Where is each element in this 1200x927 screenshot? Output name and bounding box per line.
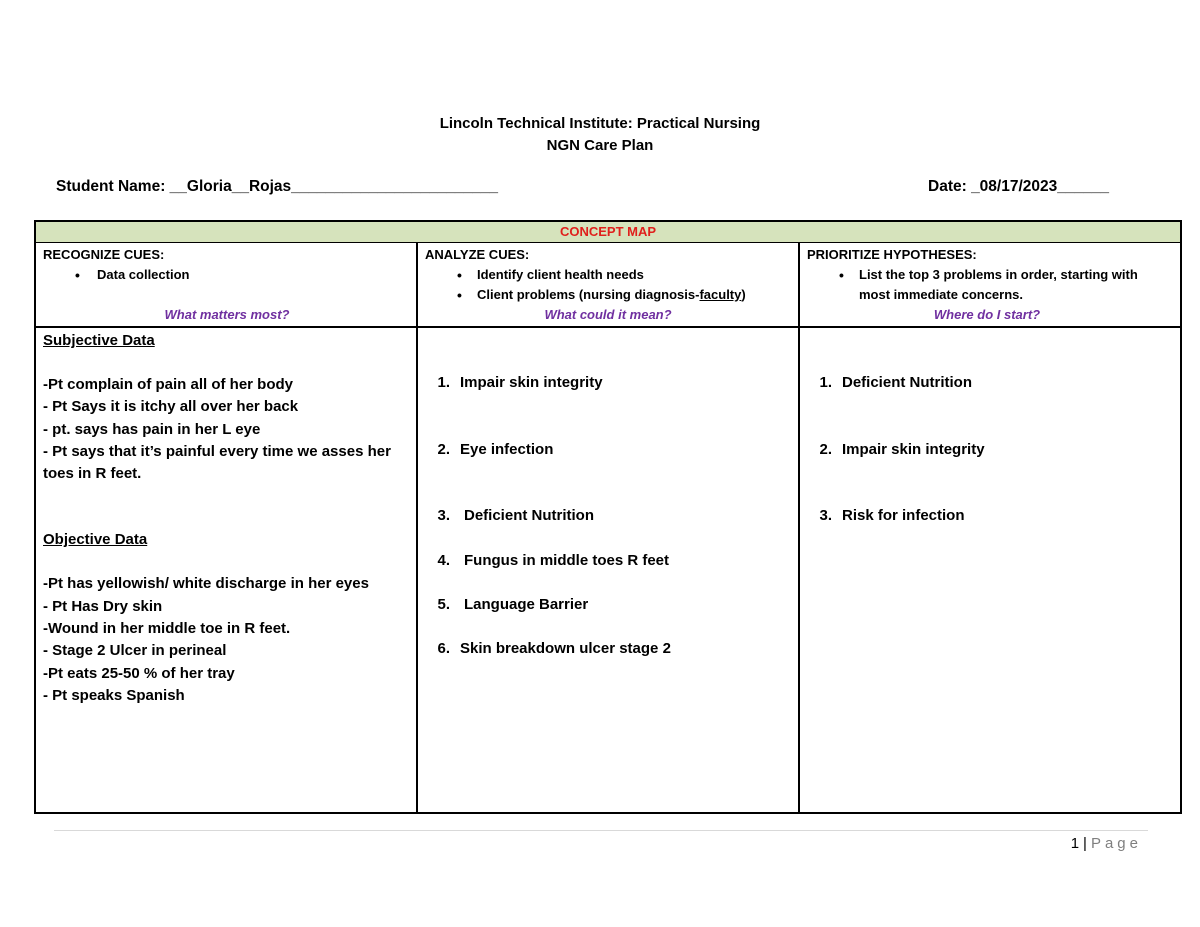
page-number: 1 xyxy=(1070,835,1080,852)
prioritize-hypotheses-header xyxy=(807,245,1167,325)
concept-map-banner: CONCEPT MAP xyxy=(36,222,1180,243)
recognize-cues-header xyxy=(43,245,411,325)
analyze-bullet-close: ) xyxy=(741,287,746,302)
analyze-bullet-text: Client problems (nursing diagnosis- xyxy=(477,287,700,302)
objective-item: -Pt eats 25-50 % of her tray xyxy=(43,664,235,682)
objective-item: - Pt speaks Spanish xyxy=(43,686,185,704)
analyze-item xyxy=(426,552,669,569)
analyze-item-number: 1. xyxy=(437,374,450,391)
prioritize-hypotheses-bullet: • List the top 3 problems in order, starting with most immediate concerns. xyxy=(807,265,1167,305)
recognize-cues-bullet: • Data collection xyxy=(43,265,411,285)
subjective-item: - pt. says has pain in her L eye xyxy=(43,420,261,438)
analyze-item xyxy=(426,596,588,613)
objective-item: - Stage 2 Ulcer in perineal xyxy=(43,642,227,660)
subjective-item: - Pt says that it’s painful every time we asses her toes in R feet. xyxy=(43,442,391,483)
prioritize-hypotheses-list xyxy=(808,330,1168,810)
prioritize-item-number: 2. xyxy=(819,441,832,458)
analyze-item-number: 4. xyxy=(437,552,450,569)
analyze-cues-bullet: • Identify client health needs xyxy=(425,265,791,285)
analyze-item xyxy=(426,640,671,657)
analyze-item xyxy=(426,441,553,458)
objective-item: -Wound in her middle toe in R feet. xyxy=(43,620,291,638)
analyze-item-number: 6. xyxy=(437,640,450,657)
footer-divider xyxy=(54,830,1148,831)
date-line: Date: _08/17/2023______ xyxy=(928,178,1109,195)
analyze-item-number: 3. xyxy=(437,507,450,524)
header-divider xyxy=(36,326,1180,328)
institution-title: Lincoln Technical Institute: Practical Nursing xyxy=(439,115,761,132)
analyze-cues-title: ANALYZE CUES: xyxy=(425,247,530,262)
objective-item: -Pt has yellowish/ white discharge in her eyes xyxy=(43,575,369,593)
prioritize-item-number: 1. xyxy=(819,374,832,391)
analyze-item xyxy=(426,507,594,524)
analyze-item-number: 5. xyxy=(437,596,450,613)
plan-title: NGN Care Plan xyxy=(546,137,654,154)
analyze-item xyxy=(426,374,603,391)
analyze-item-text: Impair skin integrity xyxy=(460,374,603,391)
page-word: Page xyxy=(1090,835,1142,852)
subjective-item: - Pt Says it is itchy all over her back xyxy=(43,398,299,416)
analyze-cues-hint: What could it mean? xyxy=(544,307,672,322)
analyze-cues-list xyxy=(426,330,792,810)
analyze-bullet-faculty: faculty xyxy=(699,287,742,302)
prioritize-item-text: Deficient Nutrition xyxy=(842,374,972,391)
recognize-cues-hint: What matters most? xyxy=(164,307,290,322)
prioritize-item-text: Risk for infection xyxy=(842,507,965,524)
prioritize-item xyxy=(808,507,965,524)
analyze-item-text: Language Barrier xyxy=(464,596,589,613)
subjective-item: -Pt complain of pain all of her body xyxy=(43,376,294,393)
prioritize-item-text: Impair skin integrity xyxy=(842,441,985,458)
page-footer xyxy=(1071,835,1142,852)
prioritize-hypotheses-hint: Where do I start? xyxy=(933,307,1041,322)
recognize-cues-title: RECOGNIZE CUES: xyxy=(43,247,165,262)
recognize-cues-body xyxy=(43,330,409,707)
objective-item: - Pt Has Dry skin xyxy=(43,597,163,615)
prioritize-item xyxy=(808,374,972,391)
document-title-block xyxy=(0,113,1200,157)
page-separator: | xyxy=(1083,835,1087,852)
prioritize-item-number: 3. xyxy=(819,507,832,524)
subjective-data-label: Subjective Data xyxy=(43,332,155,349)
analyze-item-text: Fungus in middle toes R feet xyxy=(464,552,670,569)
analyze-item-text: Eye infection xyxy=(460,441,554,458)
prioritize-hypotheses-title: PRIORITIZE HYPOTHESES: xyxy=(807,247,977,262)
analyze-item-number: 2. xyxy=(437,441,450,458)
concept-map-table xyxy=(34,220,1182,814)
student-name-line: Student Name: __Gloria__Rojas________________________ xyxy=(56,178,499,195)
analyze-cues-header xyxy=(425,245,791,325)
analyze-item-text: Deficient Nutrition xyxy=(464,507,594,524)
objective-data-label: Objective Data xyxy=(43,531,148,549)
prioritize-item xyxy=(808,441,985,458)
analyze-item-text: Skin breakdown ulcer stage 2 xyxy=(460,640,671,657)
analyze-cues-bullet xyxy=(425,285,791,305)
